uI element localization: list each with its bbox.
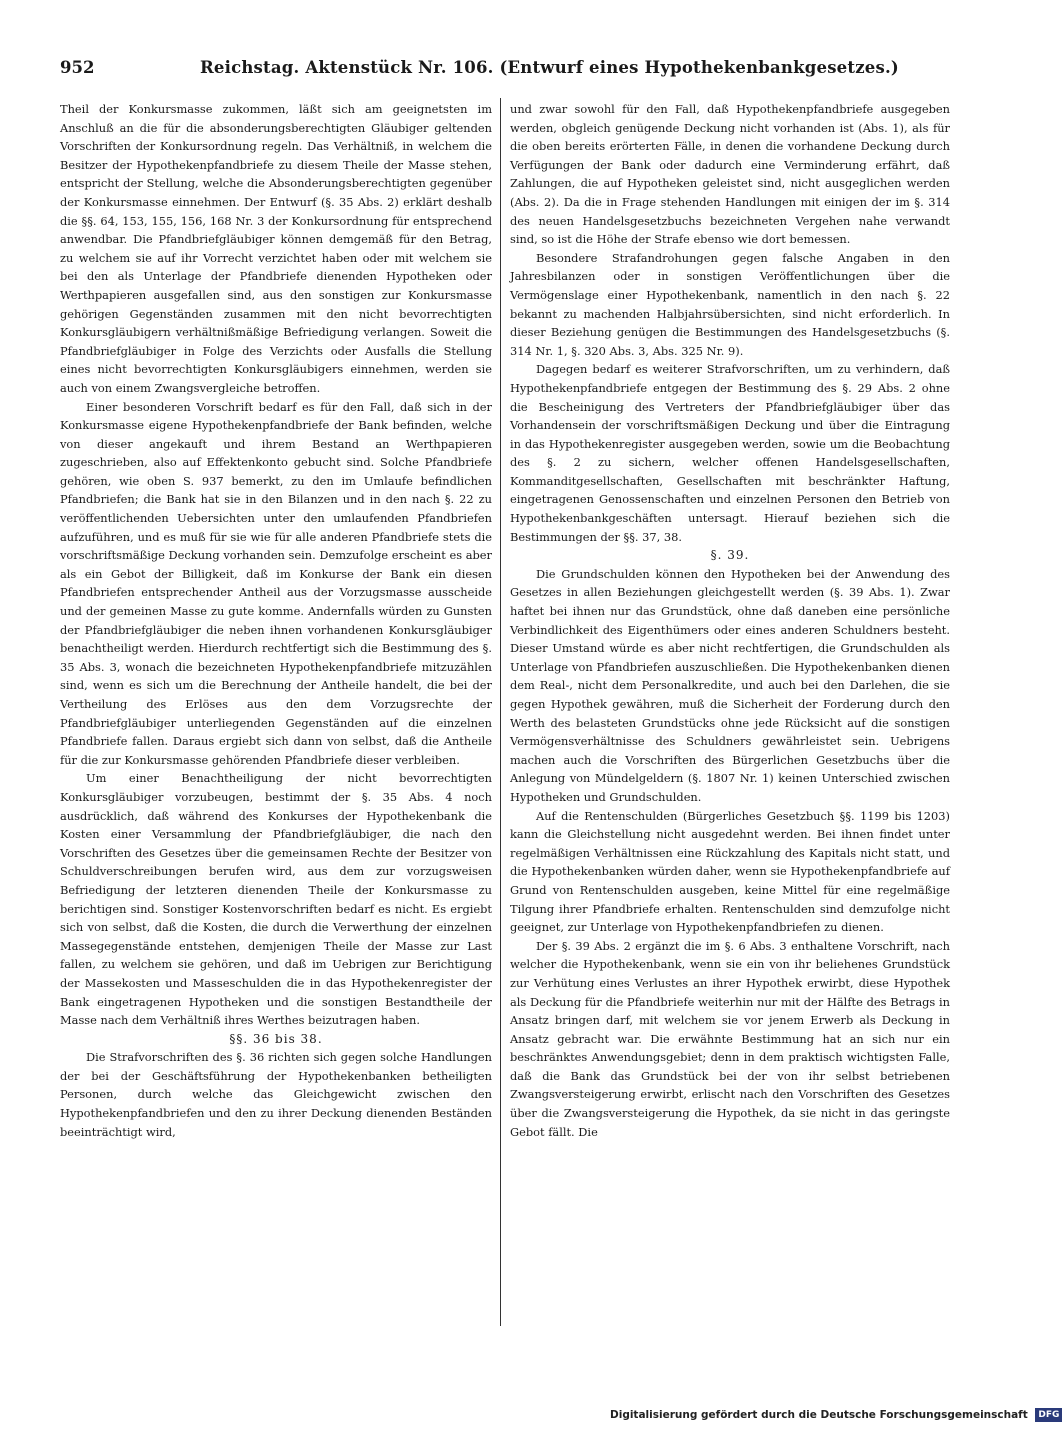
paragraph: Einer besonderen Vorschrift bedarf es für den Fall, daß sich in der Konkursmasse eigene Hypothekenpfandbriefe der Bank befinden, welche von dieser angekauft und ihrem Bestand an Werthpapieren zugeschrieben, also auf Effektenkonto gebucht sind. Solche Pfandbriefe gehören, wie oben S. 937 bemerkt, zu den im Umlaufe befindlichen Pfandbriefen; die Bank hat sie in den Bilanzen und in den nach §. 22 zu veröffentlichenden Uebersichten unter den umlaufenden Pfandbriefen aufzuführen, und es muß für sie wie für alle anderen Pfandbriefe stets die vorschriftsmäßige Deckung vorhanden sein. Demzufolge erscheint es aber als ein Gebot der Billigkeit, daß im Konkurse der Bank ein diesen Pfandbriefen entsprechender Antheil aus der Vorzugsmasse ausscheide und der gemeinen Masse zu gute komme. Andernfalls würden zu Gunsten der Pfandbriefgläubiger die neben ihnen vorhandenen Konkursgläubiger benachtheiligt werden. Hierdurch rechtfertigt sich die Bestimmung des §. 35 Abs. 3, wonach die bezeichneten Hypothekenpfandbriefe mitzuzählen sind, wenn es sich um die Berechnung der Antheile handelt, die bei der Vertheilung des Erlöses aus den dem Vorzugsrechte der Pfandbriefgläubiger unterliegenden Gegenständen auf die einzelnen Pfandbriefe fallen. Daraus ergiebt sich dann von selbst, daß die Antheile für die zur Konkursmasse gehörenden Pfandbriefe dieser verbleiben. bbox=[60, 399, 492, 767]
column-divider bbox=[500, 98, 501, 1326]
section-heading: §§. 36 bis 38. bbox=[229, 1031, 323, 1046]
digitization-credit bbox=[610, 1408, 1060, 1426]
page-number: 952 bbox=[60, 58, 95, 77]
section-heading: §. 39. bbox=[710, 548, 750, 563]
paragraph: Auf die Rentenschulden (Bürgerliches Gesetzbuch §§. 1199 bis 1203) kann die Gleichstellung nicht ausgedehnt werden. Bei ihnen findet unter regelmäßigen Verhältnissen eine Rückzahlung des Kapitals nicht statt, und die Hypothekenbanken würden daher, wenn sie Hypothekenpfandbriefe auf Grund von Rentenschulden ausgeben, keine Mittel für eine regelmäßige Tilgung ihrer Pfandbriefe erhalten. Rentenschulden sind demzufolge nicht geeignet, zur Unterlage von Hypothekenpfandbriefen zu dienen. bbox=[510, 808, 950, 935]
paragraph: Die Strafvorschriften des §. 36 richten sich gegen solche Handlungen der bei der Geschäftsführung der Hypothekenbanken betheiligten Personen, durch welche das Gleichgewicht zwischen den Hypothekenpfandbriefen und den zu ihrer Deckung dienenden Beständen beeinträchtigt wird, bbox=[60, 1050, 492, 1139]
paragraph: Theil der Konkursmasse zukommen, läßt sich am geeignetsten im Anschluß an die für die absonderungsberechtigten Gläubiger geltenden Vorschriften der Konkursordnung regeln. Das Verhältniß, in welchem die Besitzer der Hypothekenpfandbriefe zu diesem Theile der Masse stehen, entspricht der Stellung, welche die Absonderungsberechtigten gegenüber der Konkursmasse einnehmen. Der Entwurf (§. 35 Abs. 2) erklärt deshalb die §§. 64, 153, 155, 156, 168 Nr. 3 der Konkursordnung für entsprechend anwendbar. Die Pfandbriefgläubiger können demgemäß für den Betrag, zu welchem sie auf ihr Vorrecht verzichtet haben oder mit welchem sie bei den als Unterlage der Pfandbriefe dienenden Hypotheken oder Werthpapieren ausgefallen sind, aus den sonstigen zur Konkursmasse gehörigen Gegenständen zusammen mit den nicht bevorrechtigten Konkursgläubigern verhältnißmäßige Befriedigung verlangen. Soweit die Pfandbriefgläubiger in Folge des Verzichts oder Ausfalls die Stellung eines nicht bevorrechtigten Konkursgläubigers einnehmen, werden sie auch von einem Zwangsvergleiche betroffen. bbox=[60, 102, 492, 395]
left-column bbox=[60, 100, 492, 1141]
right-column bbox=[510, 100, 950, 1141]
paragraph: Besondere Strafandrohungen gegen falsche Angaben in den Jahresbilanzen oder in sonstigen Veröffentlichungen über die Vermögenslage einer Hypothekenbank, namentlich in den nach §. 22 bekannt zu machenden Halbjahrsübersichten, sind nicht erforderlich. In dieser Beziehung genügen die Bestimmungen des Handelsgesetzbuchs (§. 314 Nr. 1, §. 320 Abs. 3, Abs. 325 Nr. 9). bbox=[510, 250, 950, 358]
running-title: Reichstag. Aktenstück Nr. 106. (Entwurf eines Hypothekenbankgesetzes.) bbox=[200, 58, 899, 77]
paragraph: Um einer Benachtheiligung der nicht bevorrechtigten Konkursgläubiger vorzubeugen, bestimmt der §. 35 Abs. 4 noch ausdrücklich, daß während des Konkurses der Hypothekenbank die Kosten einer Versammlung der Pfandbriefgläubiger, die nach den Vorschriften des Gesetzes über die gemeinsamen Rechte der Besitzer von Schuldverschreibungen berufen wird, aus dem zur vorzugsweisen Befriedigung der letzteren dienenden Theile der Konkursmasse zu berichtigen sind. Sonstiger Kostenvorschriften bedarf es nicht. Es ergiebt sich von selbst, daß die Kosten, die durch die Verwerthung der einzelnen Massegegenstände entstehen, demjenigen Theile der Masse zur Last fallen, zu welchem sie gehören, und daß im Uebrigen zur Berichtigung der Massekosten und Masseschulden die in das Hypothekenregister der Bank eingetragenen Hypotheken und die sonstigen Bestandtheile der Masse nach dem Verhältniß ihres Werthes beizutragen haben. bbox=[60, 771, 492, 1028]
dfg-logo-icon: DFG bbox=[1035, 1408, 1062, 1422]
paragraph: und zwar sowohl für den Fall, daß Hypothekenpfandbriefe ausgegeben werden, obgleich genügende Deckung nicht vorhanden ist (Abs. 1), als für die oben bereits erörterten Fälle, in denen die vorhandene Deckung durch Verfügungen der Bank oder dadurch eine Verminderung erfährt, daß Zahlungen, die auf Hypotheken geleistet sind, nicht ausgeglichen werden (Abs. 2). Da die in Frage stehenden Handlungen mit einigen der im §. 314 des neuen Handelsgesetzbuchs bezeichneten Vergehen nahe verwandt sind, so ist die Höhe der Strafe ebenso wie dort bemessen. bbox=[510, 102, 950, 247]
paragraph: Dagegen bedarf es weiterer Strafvorschriften, um zu verhindern, daß Hypothekenpfandbriefe entgegen der Bestimmung des §. 29 Abs. 2 ohne die Bescheinigung des Vertreters der Pfandbriefgläubiger über das Vorhandensein der vorschriftsmäßigen Deckung und über die Eintragung in das Hypothekenregister ausgegeben werden, sowie um die Beobachtung des §. 2 zu sichern, welcher offenen Handelsgesellschaften, Kommanditgesellschaften, Gesellschaften mit beschränkter Haftung, eingetragenen Genossenschaften und einzelnen Personen den Betrieb von Hypothekenbankgeschäften untersagt. Hierauf beziehen sich die Bestimmungen der §§. 37, 38. bbox=[510, 362, 950, 544]
credit-text: Digitalisierung gefördert durch die Deutsche Forschungsgemeinschaft bbox=[610, 1409, 1028, 1421]
page-header bbox=[60, 58, 950, 84]
paragraph: Der §. 39 Abs. 2 ergänzt die im §. 6 Abs. 3 enthaltene Vorschrift, nach welcher die Hypothekenbank, wenn sie ein von ihr beliehenes Grundstück zur Verhütung eines Verlustes an ihrer Hypothek erwirbt, diese Hypothek als Deckung für die Pfandbriefe weiterhin nur mit der Hälfte des Betrags in Ansatz bringen darf, mit welchem sie vor jenem Erwerb als Deckung in Ansatz gebracht war. Die erwähnte Bestimmung hat an sich nur ein beschränktes Anwendungsgebiet; denn in dem praktisch wichtigsten Falle, daß die Bank das Grundstück bei der von ihr selbst betriebenen Zwangsversteigerung erwirbt, erlischt nach den Vorschriften des Gesetzes über die Zwangsversteigerung die Hypothek, da sie nicht in das geringste Gebot fällt. Die bbox=[510, 938, 950, 1139]
paragraph: Die Grundschulden können den Hypotheken bei der Anwendung des Gesetzes in allen Beziehungen gleichgestellt werden (§. 39 Abs. 1). Zwar haftet bei ihnen nur das Grundstück, ohne daß daneben eine persönliche Verbindlichkeit des Eigenthümers oder eines anderen Schuldners besteht. Dieser Umstand würde es aber nicht rechtfertigen, die Grundschulden als Unterlage von Pfandbriefen auszuschließen. Die Hypothekenbanken dienen dem Real-, nicht dem Personalkredite, und auch bei den Darlehen, die sie gegen Hypothek gewähren, muß die Sicherheit der Forderung durch den Werth des belasteten Grundstücks ohne jede Rücksicht auf die sonstigen Vermögensverhältnisse des Schuldners gewährleistet sein. Uebrigens machen auch die Vorschriften des Bürgerlichen Gesetzbuchs über die Anlegung von Mündelgeldern (§. 1807 Nr. 1) keinen Unterschied zwischen Hypotheken und Grundschulden. bbox=[510, 566, 950, 804]
